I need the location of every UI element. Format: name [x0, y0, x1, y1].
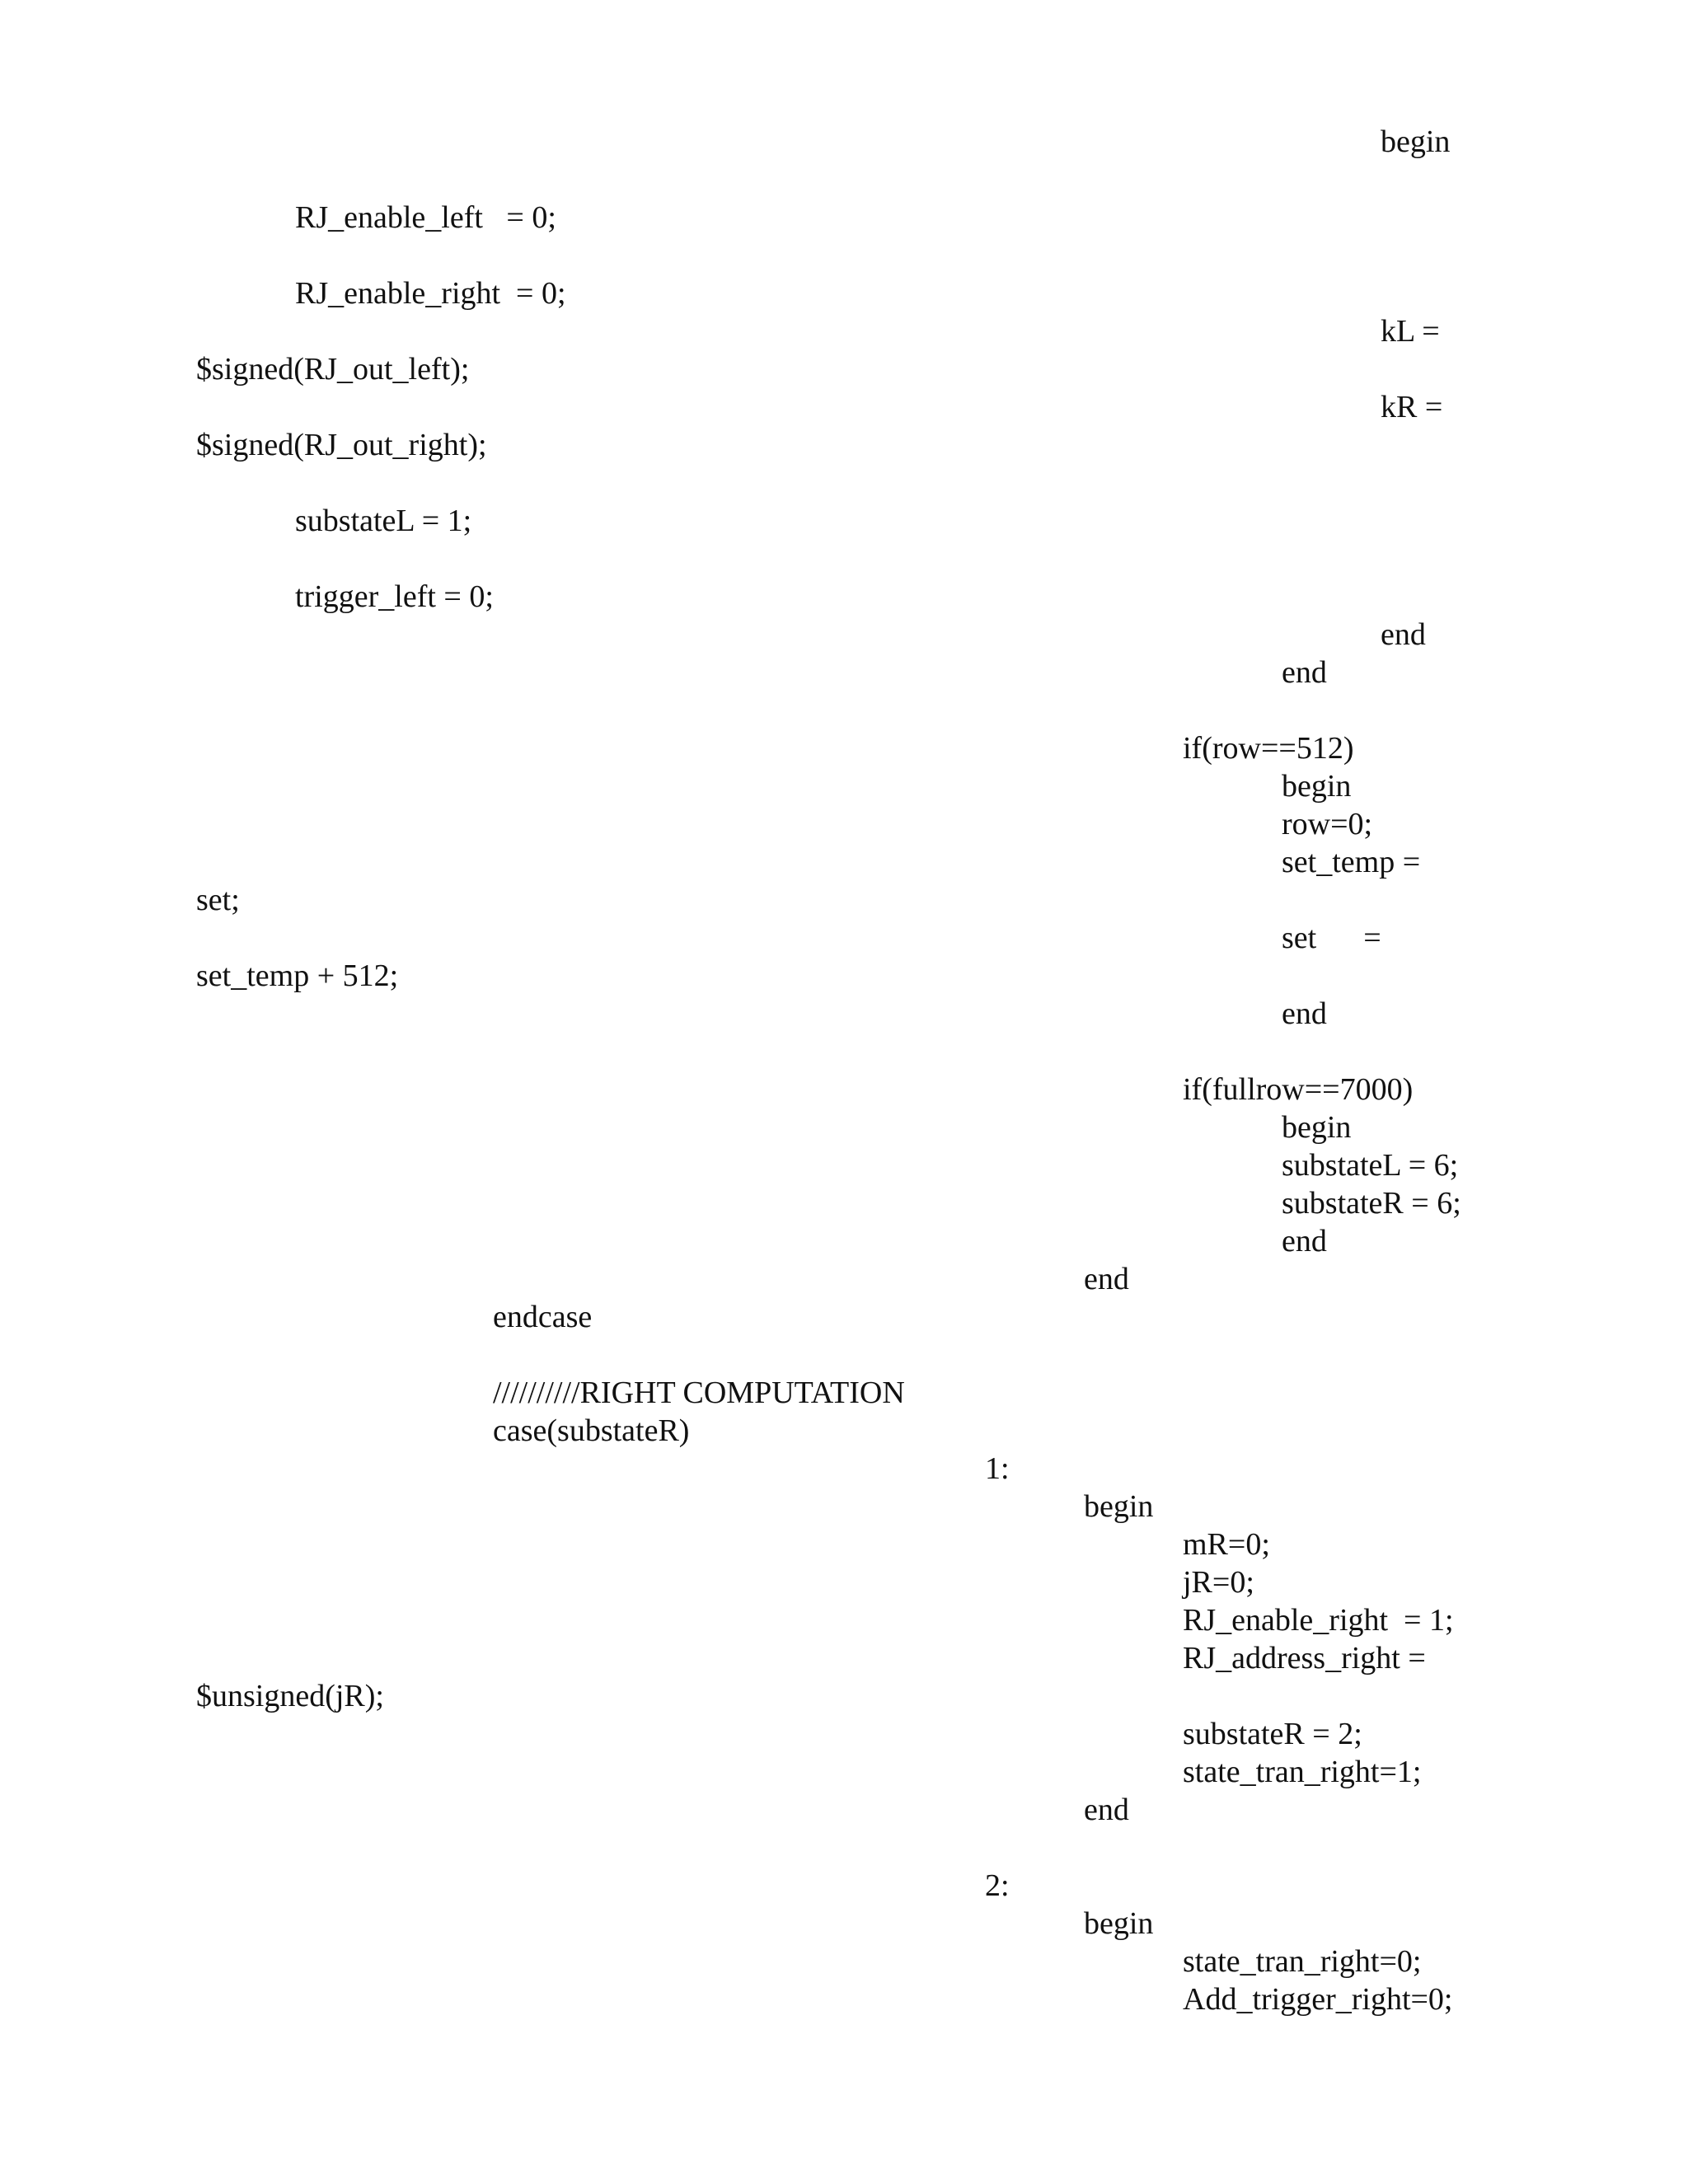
code-comment-right-computation: //////////RIGHT COMPUTATION [493, 1376, 905, 1410]
code-line-substatel-6: substateL = 6; [1282, 1148, 1459, 1183]
code-line-begin: begin [1084, 1489, 1154, 1524]
code-line-jr: jR=0; [1183, 1565, 1254, 1600]
code-line-substater-6: substateR = 6; [1282, 1186, 1461, 1221]
code-line-substatel-1: substateL = 1; [295, 504, 472, 538]
code-line-end: end [1282, 996, 1327, 1031]
code-line-substater-2: substateR = 2; [1183, 1717, 1362, 1751]
code-line-set-assign: set = [1282, 921, 1381, 955]
code-line-case-1: 1: [985, 1451, 1010, 1486]
code-line-end: end [1282, 655, 1327, 690]
code-line-rj-enable-left: RJ_enable_left = 0; [295, 200, 556, 235]
code-line-end: end [1084, 1262, 1129, 1296]
code-line-rj-enable-right-1: RJ_enable_right = 1; [1183, 1603, 1454, 1638]
code-line-state-tran-right-0: state_tran_right=0; [1183, 1944, 1422, 1979]
code-line-kl: kL = [1381, 314, 1440, 349]
code-line-end: end [1381, 617, 1426, 652]
code-line-trigger-left: trigger_left = 0; [295, 579, 494, 614]
code-line-begin: begin [1282, 769, 1352, 804]
code-line-rj-address-right: RJ_address_right = [1183, 1641, 1426, 1675]
code-line-begin: begin [1282, 1110, 1352, 1145]
code-line-add-trigger-right: Add_trigger_right=0; [1183, 1982, 1453, 2017]
code-line-endcase: endcase [493, 1300, 593, 1334]
code-line-unsigned-jr: $unsigned(jR); [196, 1679, 384, 1713]
code-line-case-substater: case(substateR) [493, 1413, 690, 1448]
code-line-signed-rj-out-right: $signed(RJ_out_right); [196, 428, 487, 462]
code-line-set-temp-plus: set_temp + 512; [196, 958, 399, 993]
code-line-end: end [1282, 1224, 1327, 1258]
code-line-mr: mR=0; [1183, 1527, 1270, 1562]
code-line-set-temp: set_temp = [1282, 845, 1421, 879]
code-line-set: set; [196, 883, 240, 917]
code-line-end: end [1084, 1793, 1129, 1827]
code-line-case-2: 2: [985, 1868, 1010, 1903]
code-line-row-reset: row=0; [1282, 807, 1373, 841]
code-line-state-tran-right-1: state_tran_right=1; [1183, 1755, 1422, 1789]
code-line-rj-enable-right: RJ_enable_right = 0; [295, 276, 566, 311]
code-line-begin: begin [1084, 1906, 1154, 1941]
code-line-begin: begin [1381, 124, 1451, 159]
code-line-if-fullrow: if(fullrow==7000) [1183, 1072, 1414, 1107]
code-line-if-row: if(row==512) [1183, 731, 1354, 766]
code-line-kr: kR = [1381, 390, 1443, 424]
code-line-signed-rj-out-left: $signed(RJ_out_left); [196, 352, 470, 387]
